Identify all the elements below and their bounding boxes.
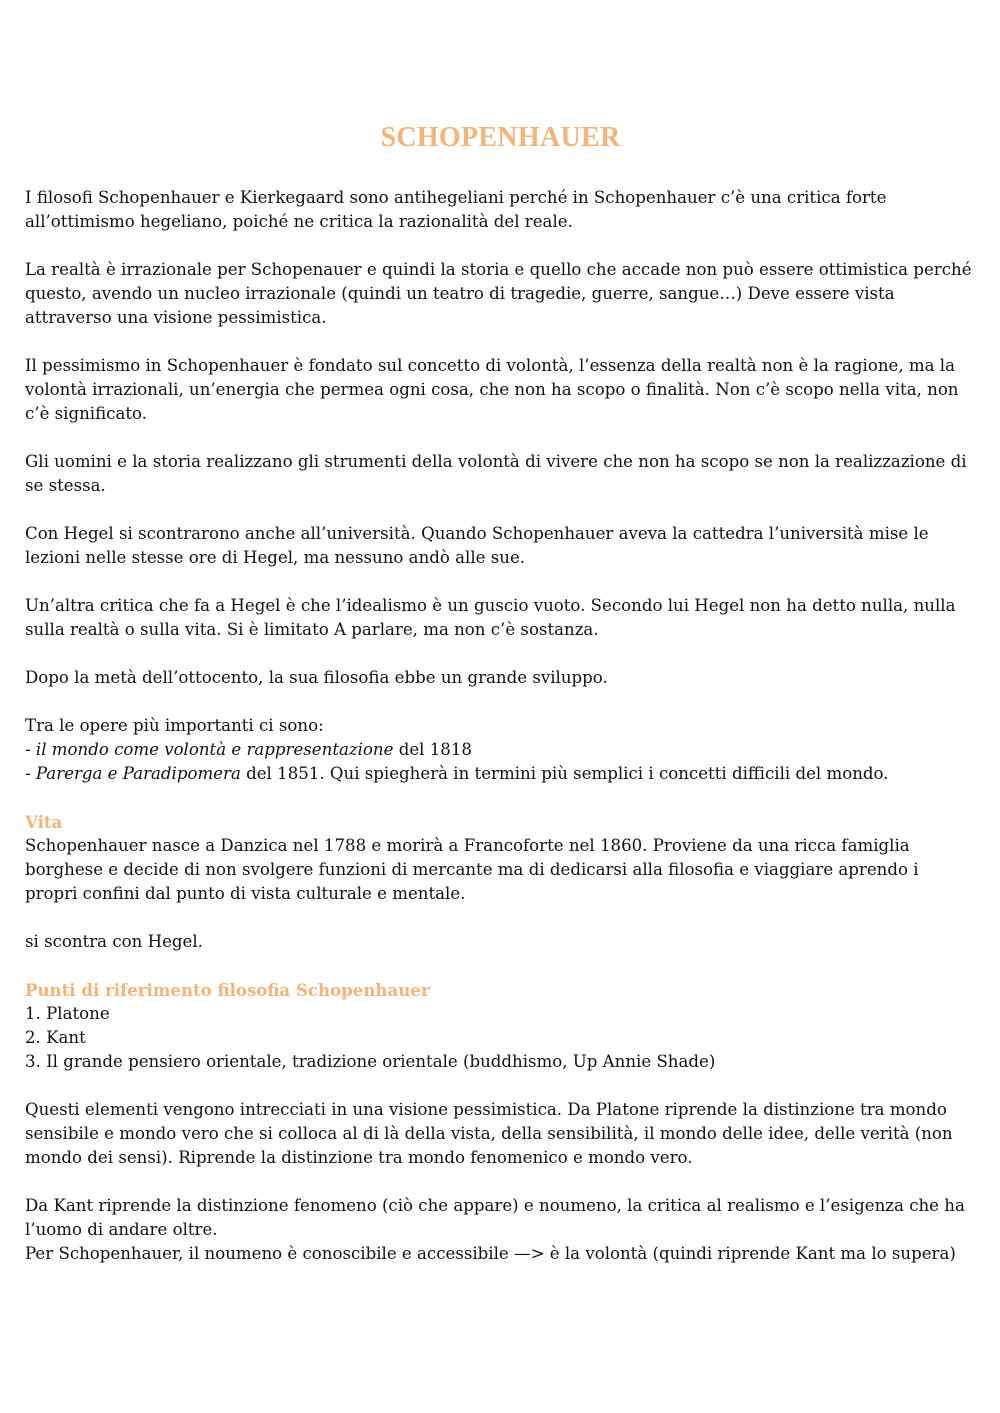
paragraph-platone: Questi elementi vengono intrecciati in una visione pessimistica. Da Platone riprende la distinzione tra mondo sensibile e mondo vero che si colloca al di là della vista, della sensibilità, il mondo delle idee, delle verità (non mondo dei sensi). Riprende la distinzione tra mondo fenomenico e mondo vero. (25, 1100, 953, 1167)
works-item-title: il mondo come volontà e rappresentazione (35, 740, 394, 759)
works-intro: Tra le opere più importanti ci sono: (25, 716, 324, 735)
punti-section (25, 978, 976, 1074)
paragraph-pessimism-will: Il pessimismo in Schopenhauer è fondato sul concetto di volontà, l’essenza della realtà non è la ragione, ma la volontà irrazionali, un’energia che permea ogni cosa, che non ha scopo o finalità. Non c’è scopo nella vita, non c’è significato. (25, 356, 959, 423)
section-heading-punti: Punti di riferimento filosofia Schopenhauer (25, 980, 430, 1000)
works-section (25, 714, 976, 786)
works-item (25, 762, 976, 786)
paragraph-men-history: Gli uomini e la storia realizzano gli strumenti della volontà di vivere che non ha scopo se non la realizzazione di se stessa. (25, 452, 967, 495)
paragraph-intro: I filosofi Schopenhauer e Kierkegaard sono antihegeliani perché in Schopenhauer c’è una critica forte all’ottimismo hegeliano, poiché ne critica la razionalità del reale. (25, 188, 887, 231)
works-item-title: Parerga e Paradipomera (35, 764, 241, 783)
list-item: 3. Il grande pensiero orientale, tradizione orientale (buddhismo, Up Annie Shade) (25, 1052, 716, 1071)
vita-note: si scontra con Hegel. (25, 932, 203, 951)
works-item-prefix: - (25, 740, 36, 759)
page-title: SCHOPENHAUER (380, 122, 621, 153)
paragraph-development: Dopo la metà dell’ottocento, la sua filosofia ebbe un grande sviluppo. (25, 668, 608, 687)
list-item: 1. Platone (25, 1004, 110, 1023)
paragraph-idealism-critique: Un’altra critica che fa a Hegel è che l’idealismo è un guscio vuoto. Secondo lui Hegel non ha detto nulla, nulla sulla realtà o sulla vita. Si è limitato A parlare, ma non c’è sostanza. (25, 596, 956, 639)
works-item-rest: del 1851. Qui spiegherà in termini più semplici i concetti difficili del mondo. (240, 764, 889, 783)
kant-section (25, 1194, 976, 1266)
kant-line: Da Kant riprende la distinzione fenomeno (ciò che appare) e noumeno, la critica al realismo e l’esigenza che ha l’uomo di andare oltre. (25, 1196, 965, 1239)
vita-section (25, 810, 976, 906)
list-item: 2. Kant (25, 1028, 86, 1047)
kant-line: Per Schopenhauer, il noumeno è conoscibile e accessibile —> è la volontà (quindi riprende Kant ma lo supera) (25, 1244, 956, 1263)
works-item-rest: del 1818 (393, 740, 472, 759)
paragraph-irrational-reality: La realtà è irrazionale per Schopenauer e quindi la storia e quello che accade non può essere ottimistica perché questo, avendo un nucleo irrazionale (quindi un teatro di tragedie, guerre, sangue…) Deve essere vista attraverso una visione pessimistica. (25, 260, 972, 327)
works-item (25, 738, 976, 762)
works-item-prefix: - (25, 764, 36, 783)
vita-text: Schopenhauer nasce a Danzica nel 1788 e morirà a Francoforte nel 1860. Proviene da una ricca famiglia borghese e decide di non svolgere funzioni di mercante ma di dedicarsi alla filosofia e viaggiare aprendo i propri confini dal punto di vista culturale e mentale. (25, 836, 919, 903)
section-heading-vita: Vita (25, 812, 63, 832)
paragraph-university: Con Hegel si scontrarono anche all’università. Quando Schopenhauer aveva la cattedra l’università mise le lezioni nelle stesse ore di Hegel, ma nessuno andò alle sue. (25, 524, 929, 567)
